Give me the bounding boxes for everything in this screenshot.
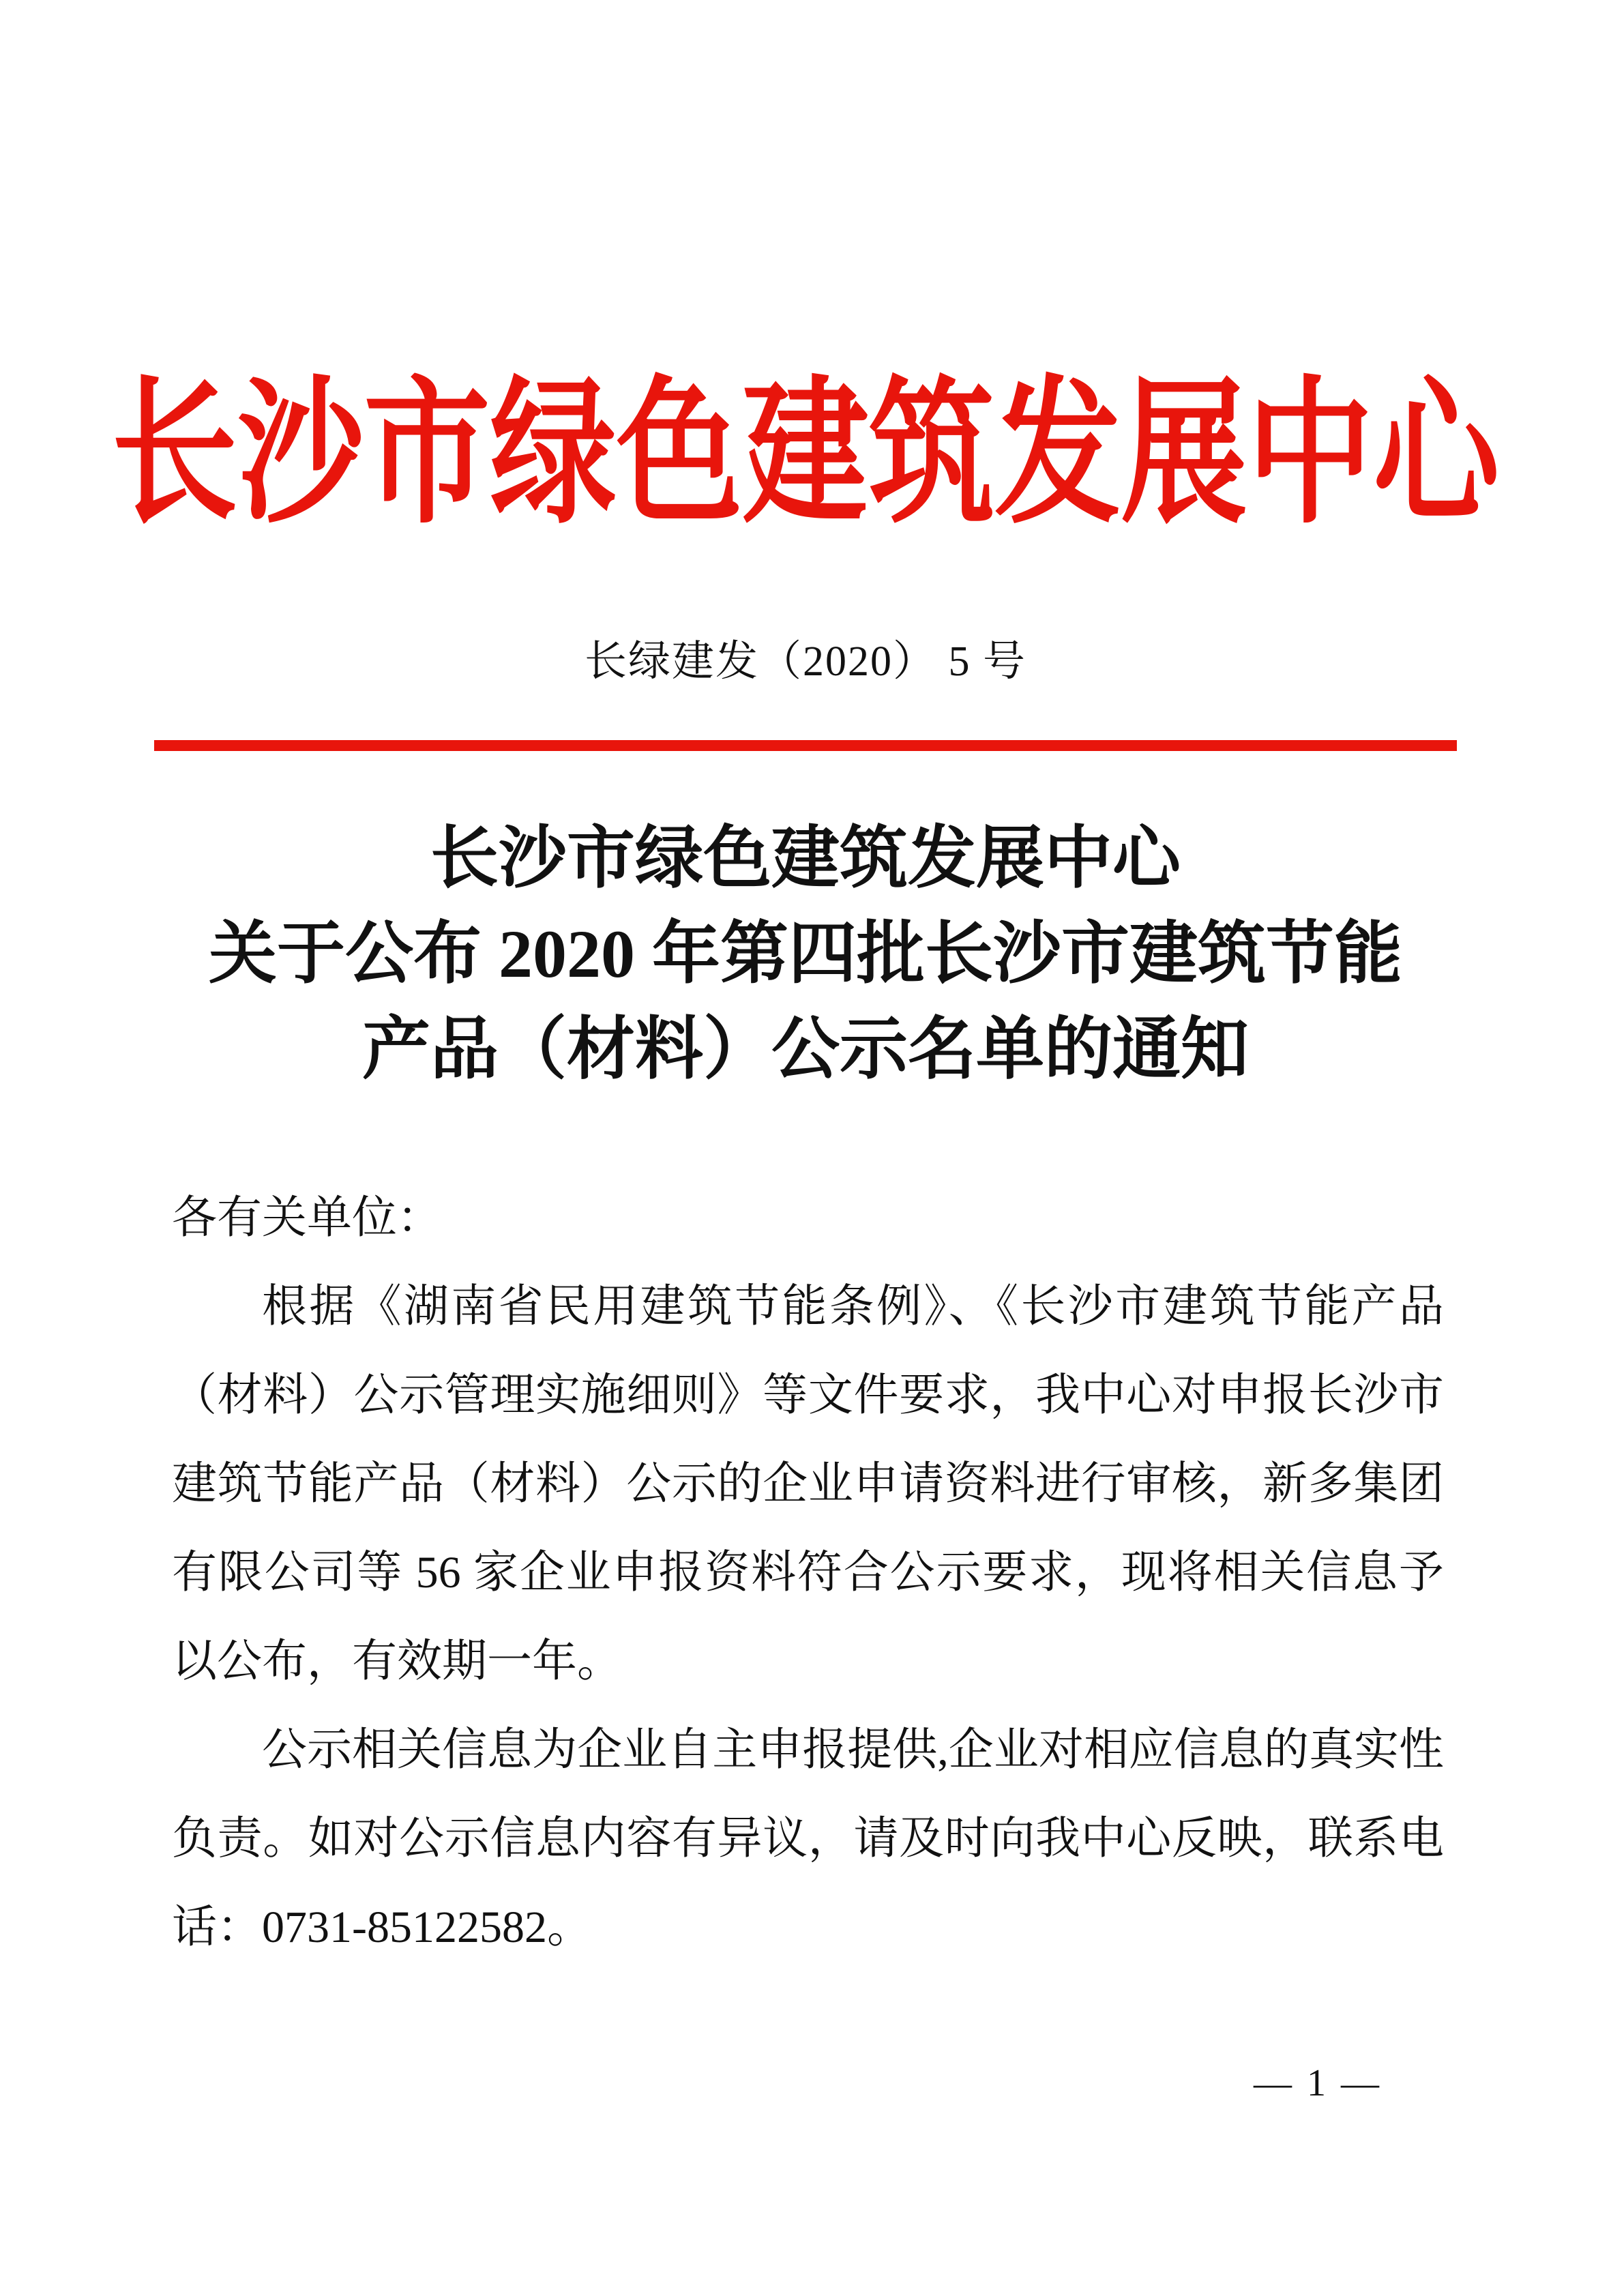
body-paragraph-1: 根据《湖南省民用建筑节能条例》、《长沙市建筑节能产品（材料）公示管理实施细则》等文件要求，我中心对申报长沙市建筑节能产品（材料）公示的企业申请资料进行审核，新多集团有限公司等 56 家企业申报资料符合公示要求，现将相关信息予以公布，有效期一年。 xyxy=(172,1282,1444,1686)
salutation: 各有关单位： xyxy=(172,1193,442,1243)
page-number: — 1 — xyxy=(1254,2062,1382,2104)
notice-title-line-2: 关于公布 2020 年第四批长沙市建筑节能 xyxy=(209,916,1402,992)
body-paragraph-2: 公示相关信息为企业自主申报提供,企业对相应信息的真实性负责。如对公示信息内容有异议，请及时向我中心反映，联系电话：0731-85122582。 xyxy=(172,1725,1444,1952)
notice-title-line-1: 长沙市绿色建筑发展中心 xyxy=(430,821,1181,896)
document-number: 长绿建发（2020） 5 号 xyxy=(584,638,1026,685)
notice-body xyxy=(172,1174,1444,1972)
letterhead-divider-line xyxy=(154,740,1457,751)
notice-title xyxy=(0,811,1611,1098)
letterhead-title xyxy=(0,0,1611,543)
letterhead-title-text: 长沙市绿色建筑发展中心 xyxy=(111,368,1500,543)
notice-title-line-3: 产品（材料）公示名单的通知 xyxy=(362,1012,1249,1087)
